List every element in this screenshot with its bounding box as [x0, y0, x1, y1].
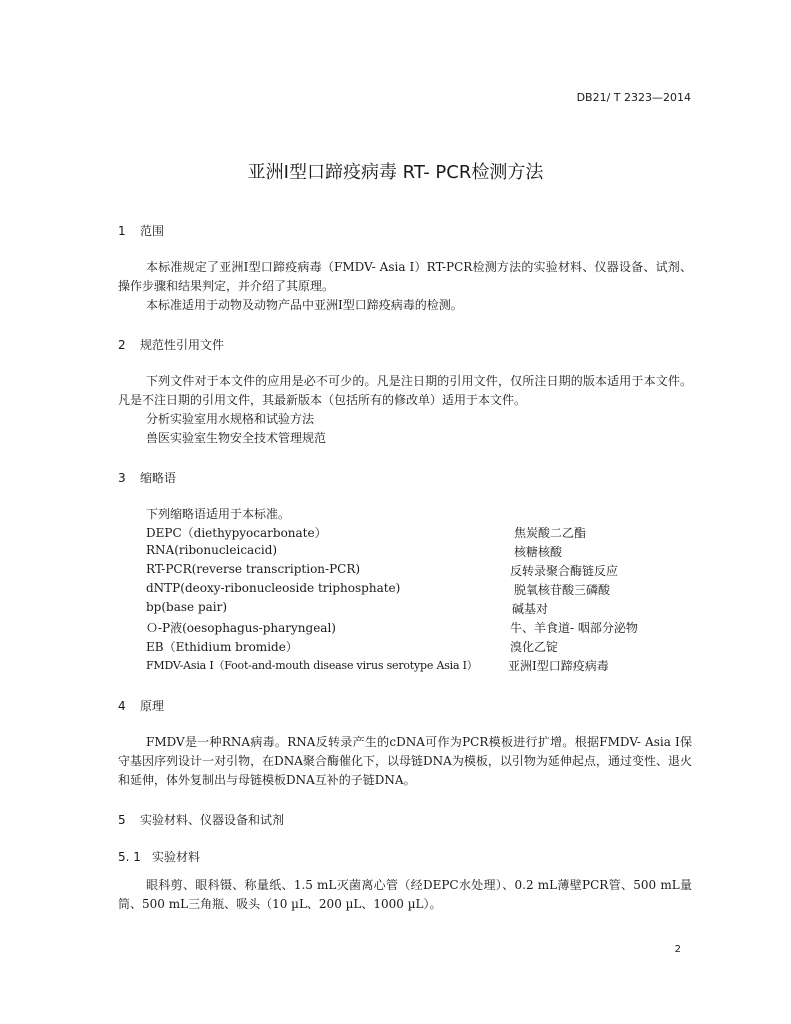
abbreviation-meaning: 亚洲Ⅰ型口蹄疫病毒 [508, 659, 609, 673]
abbreviation-term: dNTP(deoxy-ribonucleoside triphosphate) [146, 581, 401, 595]
abbreviation-term: EB（Ethidium bromide） [146, 640, 298, 654]
document-title: 亚洲Ⅰ型口蹄疫病毒 RT- PCR检测方法 [247, 162, 544, 183]
reference-item: 分析实验室用水规格和试验方法 [146, 412, 315, 426]
abbreviation-meaning: 溴化乙锭 [510, 640, 559, 654]
abbreviation-row [146, 562, 706, 581]
abbreviation-row [146, 638, 706, 657]
section-2-heading [118, 336, 224, 353]
section-2-body [118, 372, 692, 410]
abbreviation-meaning: 脱氧核苷酸三磷酸 [514, 583, 611, 597]
section-title: 范围 [140, 224, 165, 238]
section-title: 实验材料、仪器设备和试剂 [140, 813, 285, 827]
abbreviation-meaning: 牛、羊食道- 咽部分泌物 [510, 621, 638, 635]
abbreviation-term: RT-PCR(reverse transcription-PCR) [146, 562, 361, 576]
abbreviation-term: bp(base pair) [146, 600, 228, 614]
abbreviation-meaning: 反转录聚合酶链反应 [510, 564, 619, 578]
abbreviation-term: DEPC（diethypyocarbonate） [146, 526, 327, 540]
abbreviation-row [146, 619, 706, 638]
section-4-body [118, 733, 692, 790]
section-1-body [118, 258, 692, 315]
paragraph: 眼科剪、眼科镊、称量纸、1.5 mL灭菌离心管（经DEPC水处理）、0.2 mL薄壁PCR管、500 mL量筒、500 mL三角瓶、吸头（10 µL、200 µL、1000 µL）。 [118, 878, 692, 911]
section-title: 规范性引用文件 [140, 338, 225, 352]
abbreviation-row [146, 524, 706, 543]
abbreviation-row [146, 543, 706, 562]
section-1-heading [118, 222, 164, 239]
reference-item: 兽医实验室生物安全技术管理规范 [146, 431, 327, 445]
abbreviation-meaning: 焦炭酸二乙酯 [514, 526, 587, 540]
section-number: 2 [118, 338, 126, 352]
abbreviation-term: RNA(ribonucleicacid) [146, 543, 278, 557]
abbreviation-row [146, 581, 706, 600]
subsection-5-1-heading [118, 848, 200, 865]
abbreviation-term: Ｏ-P液(oesophagus-pharyngeal) [146, 621, 336, 635]
section-title: 原理 [140, 699, 165, 713]
abbreviation-meaning: 核糖核酸 [514, 545, 563, 559]
abbreviation-term: FMDV-Asia Ⅰ（Foot-and-mouth disease virus serotype Asia Ⅰ） [146, 659, 478, 672]
section-3-heading [118, 469, 176, 486]
section-5-heading [118, 811, 284, 828]
page-number: 2 [674, 944, 681, 955]
subsection-number: 5. 1 [118, 850, 141, 864]
section-number: 3 [118, 471, 126, 485]
paragraph: FMDV是一种RNA病毒。RNA反转录产生的cDNA可作为PCR模板进行扩增。根据FMDV- Asia Ⅰ保守基因序列设计一对引物，在DNA聚合酶催化下，以母链DNA为模板，以引物为延伸起点，通过变性、退火和延伸，体外复制出与母链模板DNA互补的子链DNA。 [118, 735, 692, 787]
paragraph: 本标准规定了亚洲Ⅰ型口蹄疫病毒（FMDV- Asia Ⅰ）RT-PCR检测方法的实验材料、仪器设备、试剂、操作步骤和结果判定，并介绍了其原理。 [118, 260, 692, 293]
section-number: 1 [118, 224, 126, 238]
section-4-heading [118, 697, 164, 714]
paragraph: 本标准适用于动物及动物产品中亚洲Ⅰ型口蹄疫病毒的检测。 [146, 298, 463, 312]
section-number: 5 [118, 813, 126, 827]
subsection-title: 实验材料 [152, 850, 201, 864]
abbreviation-row [146, 657, 706, 676]
paragraph: 下列文件对于本文件的应用是必不可少的。凡是注日期的引用文件，仅所注日期的版本适用于本文件。凡是不注日期的引用文件，其最新版本（包括所有的修改单）适用于本文件。 [118, 374, 692, 407]
abbreviations-intro: 下列缩略语适用于本标准。 [146, 507, 291, 521]
section-title: 缩略语 [140, 471, 177, 485]
abbreviation-row [146, 600, 706, 619]
section-number: 4 [118, 699, 126, 713]
abbreviation-meaning: 碱基对 [512, 602, 549, 616]
subsection-5-1-body [118, 876, 692, 914]
standard-code: DB21/ T 2323—2014 [576, 91, 691, 104]
